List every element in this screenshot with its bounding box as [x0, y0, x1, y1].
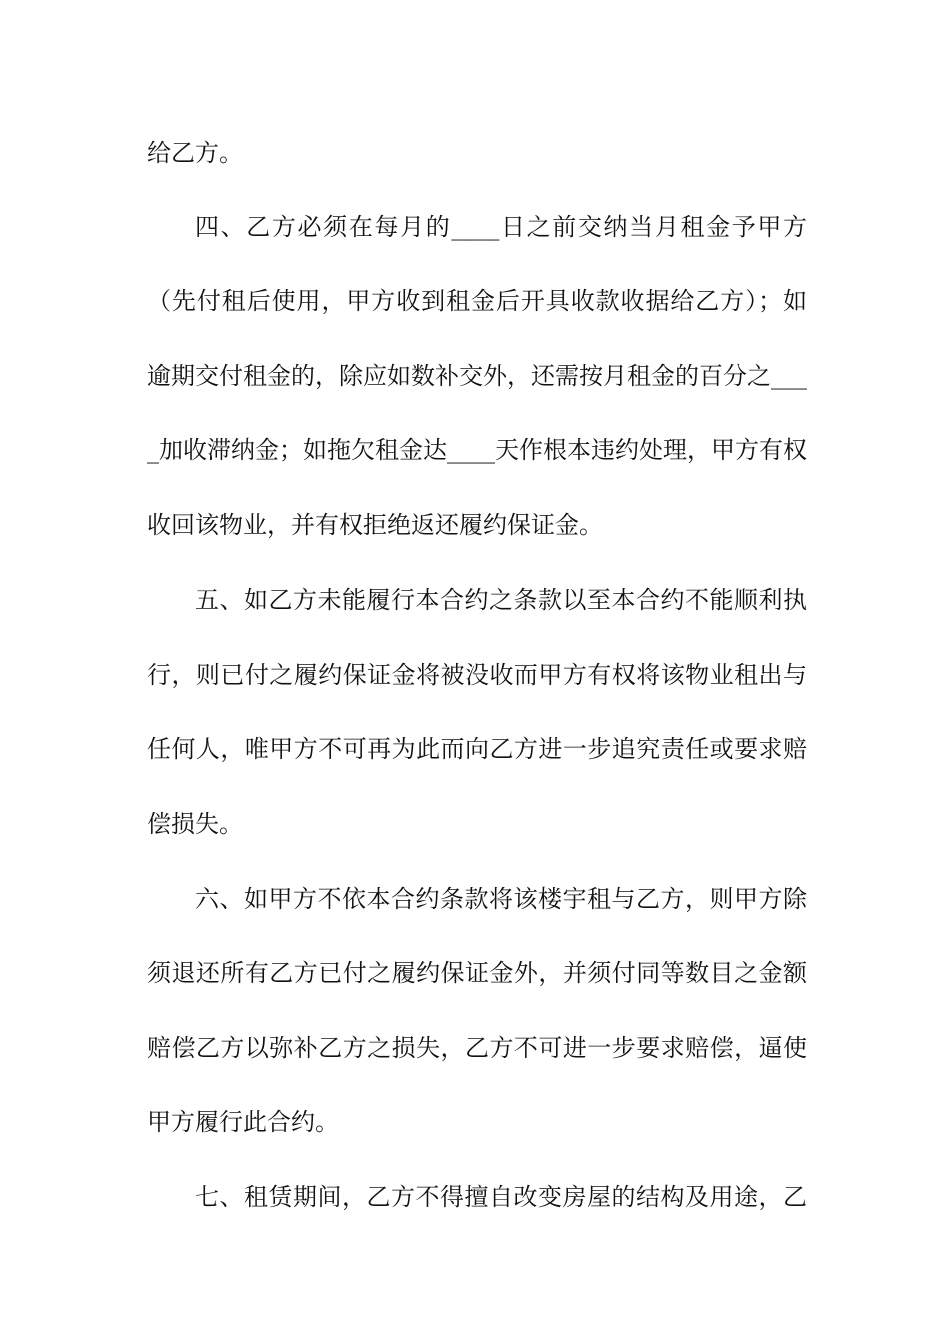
clause-6-line-2: 须退还所有乙方已付之履约保证金外，并须付同等数目之金额 — [147, 959, 807, 987]
clause-7-line-1: 七、租赁期间，乙方不得擅自改变房屋的结构及用途，乙 — [195, 1183, 807, 1211]
clause-6-line-3: 赔偿乙方以弥补乙方之损失，乙方不可进一步要求赔偿，逼使 — [147, 1034, 807, 1062]
clause-5-line-2: 行，则已付之履约保证金将被没收而甲方有权将该物业租出与 — [147, 661, 807, 689]
text-line-1: 给乙方。 — [147, 139, 243, 167]
clause-4-line-5: 收回该物业，并有权拒绝返还履约保证金。 — [147, 511, 603, 539]
clause-4-line-3: 逾期交付租金的，除应如数补交外，还需按月租金的百分之___ — [147, 362, 807, 390]
clause-5-line-1: 五、如乙方未能履行本合约之条款以至本合约不能顺利执 — [195, 586, 807, 614]
clause-6-line-1: 六、如甲方不依本合约条款将该楼宇租与乙方，则甲方除 — [195, 885, 807, 913]
clause-4-line-2: （先付租后使用，甲方收到租金后开具收款收据给乙方）；如 — [147, 287, 807, 315]
clause-6-line-4: 甲方履行此合约。 — [147, 1108, 339, 1136]
clause-5-line-4: 偿损失。 — [147, 810, 243, 838]
clause-4-line-4: _加收滞纳金；如拖欠租金达____天作根本违约处理，甲方有权 — [147, 436, 807, 464]
clause-4-line-1: 四、乙方必须在每月的____日之前交纳当月租金予甲方 — [195, 213, 807, 241]
clause-5-line-3: 任何人，唯甲方不可再为此而向乙方进一步追究责任或要求赔 — [147, 735, 807, 763]
